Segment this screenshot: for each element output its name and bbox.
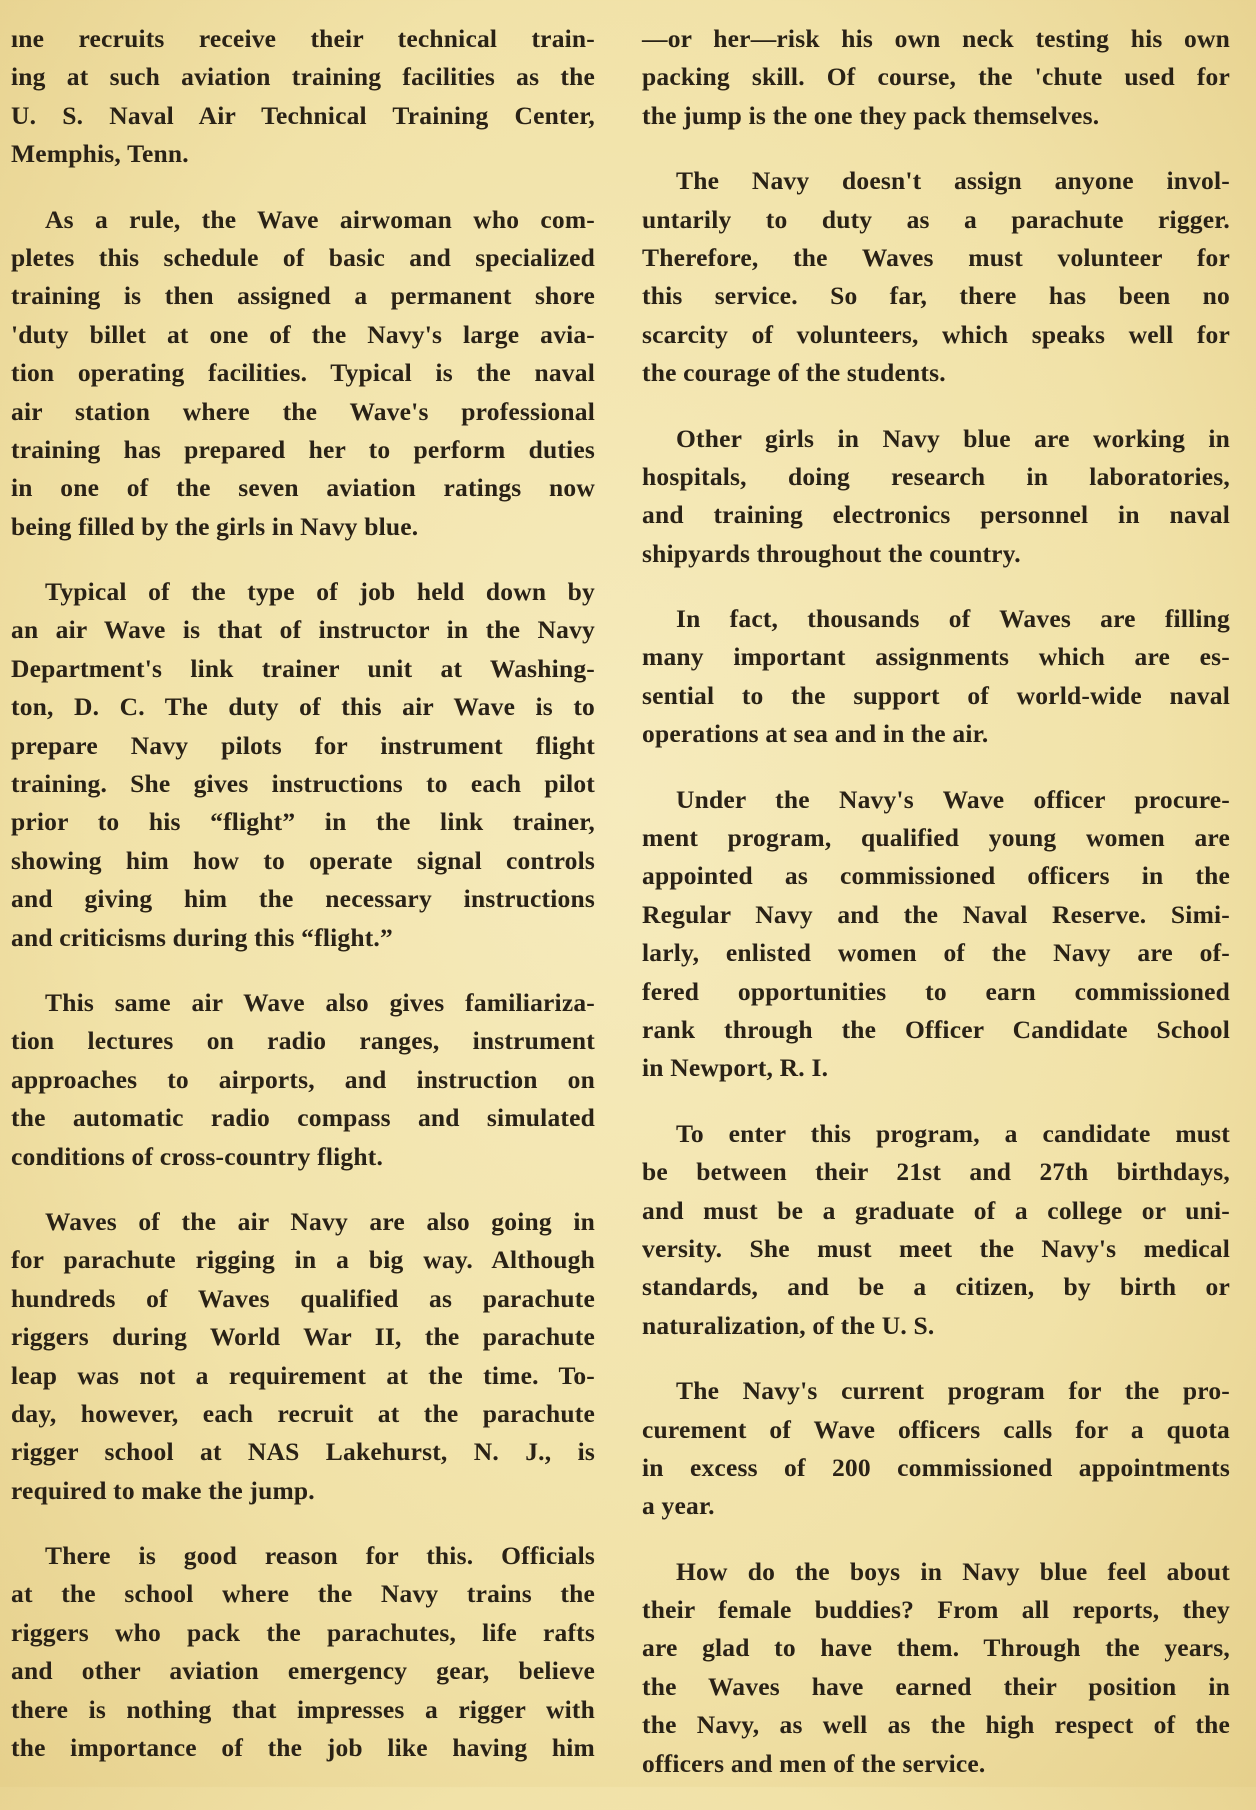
- text-line: training. She gives instructions to each pilot: [11, 769, 595, 799]
- text-line: a year.: [642, 1491, 715, 1521]
- text-line: In fact, thousands of Waves are filling: [676, 604, 1230, 634]
- text-line: the Waves have earned their position in: [642, 1671, 1230, 1701]
- text-line: and training electronics personnel in naval: [642, 500, 1230, 530]
- text-line: naturalization, of the U. S.: [642, 1310, 935, 1340]
- text-line: Typical of the type of job held down by: [45, 577, 595, 607]
- paragraph: [642, 781, 1230, 1088]
- paragraph: [11, 984, 595, 1176]
- text-line: training is then assigned a permanent shore: [11, 281, 595, 311]
- right-column: [642, 20, 1230, 1810]
- text-line: U. S. Naval Air Technical Training Center,: [11, 100, 595, 130]
- text-line: The Navy's current program for the pro-: [676, 1376, 1230, 1406]
- text-line: approaches to airports, and instruction on: [11, 1064, 595, 1094]
- text-line: officers and men of the service.: [642, 1748, 986, 1778]
- paragraph: [642, 1372, 1230, 1526]
- text-line: tion lectures on radio ranges, instrument: [11, 1026, 595, 1056]
- text-line: larly, enlisted women of the Navy are of-: [642, 938, 1230, 968]
- text-line: at the school where the Navy trains the: [11, 1579, 595, 1609]
- text-line: the importance of the job like having him: [11, 1733, 595, 1763]
- text-line: air station where the Wave's professional: [11, 396, 595, 426]
- text-line: To enter this program, a candidate must: [676, 1118, 1230, 1148]
- text-line: riggers during World War II, the parachute: [11, 1322, 595, 1352]
- text-line: sential to the support of world-wide naval: [642, 680, 1230, 710]
- text-line: packing skill. Of course, the 'chute used for: [642, 62, 1230, 92]
- paragraph: [642, 20, 1230, 135]
- text-line: showing him how to operate signal controls: [11, 845, 595, 875]
- text-line: ton, D. C. The duty of this air Wave is to: [11, 692, 595, 722]
- text-line: day, however, each recruit at the parachute: [11, 1398, 595, 1428]
- text-line: Regular Navy and the Naval Reserve. Simi-: [642, 899, 1230, 929]
- text-line: curement of Wave officers calls for a quota: [642, 1414, 1230, 1444]
- text-line: this service. So far, there has been no: [642, 281, 1230, 311]
- text-line: and criticisms during this “flight.”: [11, 922, 393, 952]
- paragraph: [11, 201, 595, 547]
- text-line: shipyards throughout the country.: [642, 538, 1021, 568]
- text-line: untarily to duty as a parachute rigger.: [642, 204, 1230, 234]
- text-line: hundreds of Waves qualified as parachute: [11, 1283, 595, 1313]
- text-line: be between their 21st and 27th birthdays,: [642, 1157, 1230, 1187]
- paragraph: [11, 1203, 595, 1510]
- left-column: [11, 20, 595, 1794]
- text-line: the Navy, as well as the high respect of the: [642, 1710, 1230, 1740]
- text-line: 'duty billet at one of the Navy's large avia-: [11, 319, 595, 349]
- text-line: rank through the Officer Candidate School: [642, 1014, 1230, 1044]
- text-line: leap was not a requirement at the time. To-: [11, 1360, 595, 1390]
- text-line: and must be a graduate of a college or uni-: [642, 1195, 1230, 1225]
- text-line: rigger school at NAS Lakehurst, N. J., is: [11, 1437, 595, 1467]
- text-line: The Navy doesn't assign anyone invol-: [676, 166, 1230, 196]
- text-line: hospitals, doing research in laboratories,: [642, 461, 1230, 491]
- text-line: ing at such aviation training facilities as the: [11, 62, 595, 92]
- text-line: for parachute rigging in a big way. Although: [11, 1245, 595, 1275]
- text-line: There is good reason for this. Officials: [45, 1541, 595, 1571]
- text-line: and giving him the necessary instructions: [11, 884, 595, 914]
- text-line: the jump is the one they pack themselves.: [642, 100, 1100, 130]
- text-line: ment program, qualified young women are: [642, 823, 1230, 853]
- text-line: tion operating facilities. Typical is the naval: [11, 358, 595, 388]
- text-line: training has prepared her to perform duties: [11, 434, 595, 464]
- text-line: there is nothing that impresses a rigger with: [11, 1694, 595, 1724]
- text-line: in Newport, R. I.: [642, 1053, 829, 1083]
- text-line: Department's link trainer unit at Washing-: [11, 653, 595, 683]
- text-line: —or her—risk his own neck testing his own: [642, 24, 1230, 53]
- text-line: Under the Navy's Wave officer procure-: [676, 784, 1230, 814]
- paragraph: [642, 162, 1230, 392]
- text-line: prepare Navy pilots for instrument flight: [11, 730, 595, 760]
- text-line: are glad to have them. Through the years,: [642, 1633, 1230, 1663]
- text-line: How do the boys in Navy blue feel about: [676, 1556, 1230, 1586]
- text-line: riggers who pack the parachutes, life rafts: [11, 1617, 595, 1647]
- text-line: standards, and be a citizen, by birth or: [642, 1272, 1230, 1302]
- text-line: ıne recruits receive their technical train-: [11, 24, 595, 53]
- text-line: prior to his “flight” in the link trainer,: [11, 807, 595, 837]
- text-line: scarcity of volunteers, which speaks well for: [642, 319, 1230, 349]
- text-line: pletes this schedule of basic and specialized: [11, 242, 595, 272]
- text-line: required to make the jump.: [11, 1475, 315, 1505]
- text-line: the courage of the students.: [642, 358, 946, 388]
- text-line: Other girls in Navy blue are working in: [676, 423, 1230, 453]
- text-line: conditions of cross-country flight.: [11, 1141, 384, 1171]
- text-line: Waves of the air Navy are also going in: [45, 1206, 595, 1236]
- text-line: Therefore, the Waves must volunteer for: [642, 242, 1230, 272]
- paragraph: [11, 1537, 595, 1767]
- text-line: appointed as commissioned officers in the: [642, 861, 1230, 891]
- paragraph: [11, 573, 595, 957]
- paragraph: [642, 420, 1230, 574]
- paragraph: [642, 1115, 1230, 1345]
- text-line: and other aviation emergency gear, believe: [11, 1656, 595, 1686]
- text-line: many important assignments which are es-: [642, 642, 1230, 672]
- text-line: Memphis, Tenn.: [11, 139, 189, 169]
- text-line: an air Wave is that of instructor in the Navy: [11, 615, 595, 645]
- text-line: As a rule, the Wave airwoman who com-: [45, 204, 595, 234]
- text-line: the automatic radio compass and simulated: [11, 1103, 595, 1133]
- text-line: operations at sea and in the air.: [642, 719, 989, 749]
- text-line: in excess of 200 commissioned appointments: [642, 1452, 1230, 1482]
- paragraph: [642, 600, 1230, 754]
- text-line: being filled by the girls in Navy blue.: [11, 511, 419, 541]
- text-line: versity. She must meet the Navy's medical: [642, 1233, 1230, 1263]
- text-line: This same air Wave also gives familiariza-: [45, 987, 595, 1017]
- paragraph: [11, 20, 595, 174]
- paragraph: [642, 1553, 1230, 1783]
- text-line: their female buddies? From all reports, they: [642, 1595, 1230, 1625]
- text-line: fered opportunities to earn commissioned: [642, 976, 1230, 1006]
- text-line: in one of the seven aviation ratings now: [11, 473, 595, 503]
